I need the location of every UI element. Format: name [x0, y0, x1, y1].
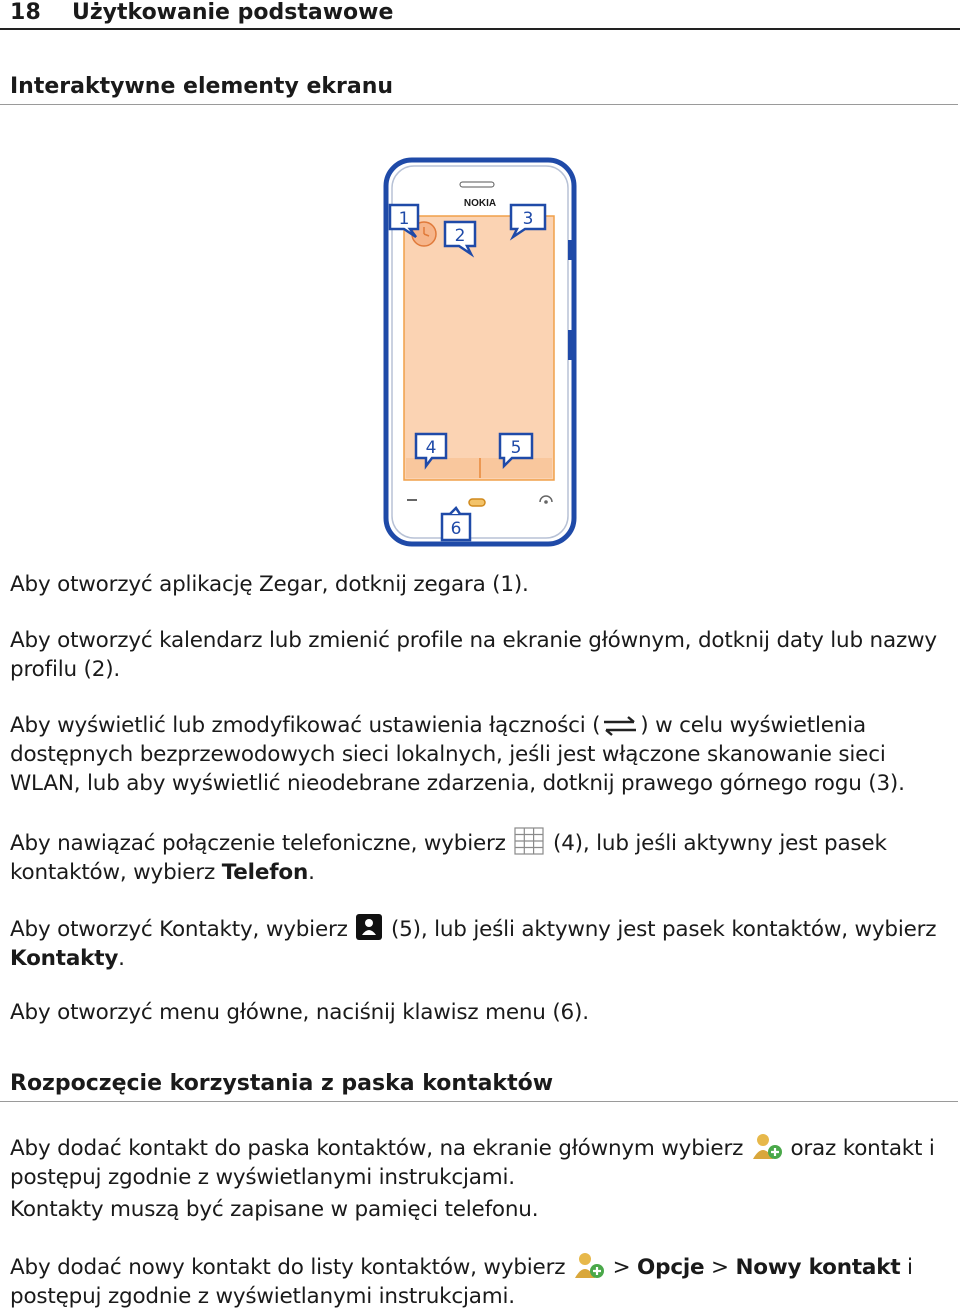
paragraph-connectivity: Aby wyświetlić lub zmodyfikować ustawienia łączności ( ) w celu wyświetlenia dostępnych bezprzewodowych sieci lokalnych, jeśli jest włączone skanowanie sieci WLAN, lub aby wyświetlić nieodebrane zdarzenia, dotknij prawego górnego rogu (3).	[10, 713, 905, 796]
svg-text:2: 2	[454, 226, 466, 246]
page-number: 18	[10, 0, 42, 25]
paragraph-menu: Aby otworzyć menu główne, naciśnij klawisz menu (6).	[10, 1000, 589, 1025]
paragraph-add-to-bar: Aby dodać kontakt do paska kontaktów, na ekranie głównym wybierz oraz kontakt i postępuj zgodnie z wyświetlanymi instrukcjami.	[10, 1131, 955, 1192]
section-title-contacts-bar: Rozpoczęcie korzystania z paska kontaktów	[10, 1071, 554, 1096]
paragraph-new-contact: Aby dodać nowy kontakt do listy kontaktów, wybierz > Opcje > Nowy kontakt i postępuj zgodnie z wyświetlanymi instrukcjami.	[10, 1250, 955, 1311]
section-divider	[0, 1101, 958, 1102]
phone-illustration	[370, 150, 590, 550]
connectivity-arrows-icon	[600, 714, 640, 738]
svg-text:5: 5	[510, 438, 522, 458]
svg-text:6: 6	[450, 519, 462, 539]
paragraph-clock: Aby otworzyć aplikację Zegar, dotknij zegara (1).	[10, 572, 529, 597]
paragraph-call: Aby nawiązać połączenie telefoniczne, wybierz (4), lub jeśli aktywny jest pasek kontaktów, wybierz Telefon.	[10, 826, 955, 887]
contacts-book-icon	[354, 912, 384, 942]
add-contact-icon	[572, 1250, 606, 1280]
svg-text:3: 3	[522, 209, 534, 229]
page-header	[0, 0, 960, 30]
phone-brand: NOKIA	[463, 198, 497, 209]
menu-path-options: Opcje	[637, 1255, 705, 1280]
paragraph-calendar: Aby otworzyć kalendarz lub zmienić profile na ekranie głównym, dotknij daty lub nazwy profilu (2).	[10, 628, 937, 682]
section-title-interactive-elements: Interaktywne elementy ekranu	[10, 74, 394, 99]
section-divider	[0, 104, 958, 105]
dialer-keypad-icon	[512, 826, 546, 856]
header-title: Użytkowanie podstawowe	[72, 0, 394, 25]
menu-path-new-contact: Nowy kontakt	[735, 1255, 901, 1280]
paragraph-contacts: Aby otworzyć Kontakty, wybierz (5), lub jeśli aktywny jest pasek kontaktów, wybierz Kontakty.	[10, 912, 955, 973]
add-contact-icon	[750, 1131, 784, 1161]
callout-6	[442, 508, 470, 540]
paragraph-phone-memory: Kontakty muszą być zapisane w pamięci telefonu.	[10, 1197, 539, 1222]
svg-text:1: 1	[398, 209, 410, 229]
svg-text:4: 4	[425, 438, 437, 458]
